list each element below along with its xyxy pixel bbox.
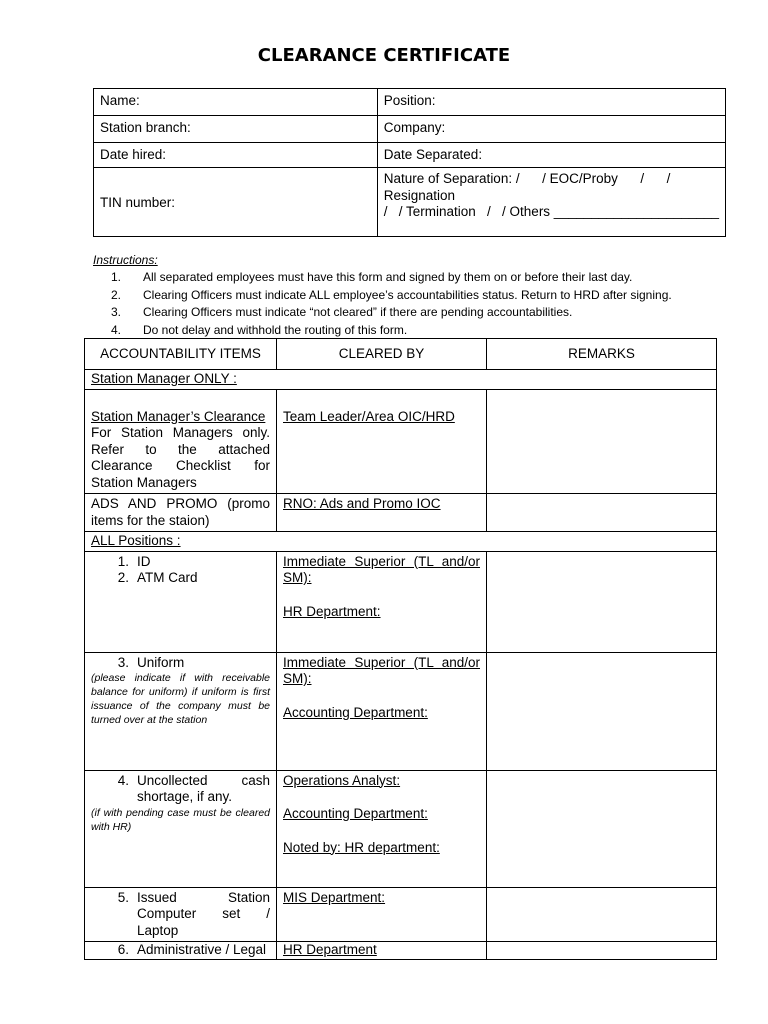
tin-number-field[interactable] (94, 168, 378, 237)
uniform-item: 3. Uniform (please indicate if with receivable balance for uniform) if uniform is first issuance of the company must be turned over at the station (85, 652, 277, 770)
computer-item-label: Issued Station Computer set / Laptop (137, 889, 270, 938)
date-separated-field[interactable] (377, 143, 725, 168)
date-hired-label: Date hired: (100, 147, 167, 162)
cash-shortage-remarks[interactable] (487, 770, 717, 887)
name-field[interactable] (94, 89, 378, 116)
instruction-text: Do not delay and withhold the routing of this form. (143, 322, 408, 337)
id-atm-item: 1. ID 2. ATM Card (85, 551, 277, 652)
company-label: Company: (383, 120, 446, 135)
company-field[interactable] (377, 116, 725, 143)
header-cleared-by: CLEARED BY (277, 339, 487, 370)
admin-legal-item: 6. Administrative / Legal (85, 942, 277, 960)
header-accountability-items: ACCOUNTABILITY ITEMS (85, 339, 277, 370)
nature-of-separation-field[interactable] (377, 168, 725, 237)
instructions-heading: Instructions: (93, 253, 158, 267)
instruction-text: Clearing Officers must indicate “not cleared” if there are pending accountabilities. (143, 305, 573, 319)
ads-promo-cleared-by[interactable]: RNO: Ads and Promo IOC (277, 494, 487, 532)
instruction-text: Clearing Officers must indicate ALL employee’s accountabilities status. Return to HRD after signing. (143, 287, 672, 302)
id-atm-remarks[interactable] (487, 551, 717, 652)
name-label: Name: (100, 93, 140, 108)
station-branch-field[interactable] (94, 116, 378, 143)
uniform-remarks[interactable] (487, 652, 717, 770)
cash-shortage-cleared-by[interactable]: Operations Analyst: Accounting Department: Noted by: HR department: (277, 770, 487, 887)
id-atm-cleared-by[interactable]: Immediate Superior (TL and/or SM): HR Department: (277, 551, 487, 652)
uniform-cleared-by[interactable]: Immediate Superior (TL and/or SM): Accounting Department: (277, 652, 487, 770)
position-field[interactable] (377, 89, 725, 116)
sm-clearance-description: For Station Managers only. Refer to the attached Clearance Checklist for Station Managers (91, 425, 270, 490)
instruction-item (93, 304, 733, 322)
instruction-number: 1. (111, 270, 122, 284)
resignation-option[interactable]: Resignation (383, 187, 456, 203)
nature-line-1 (384, 171, 719, 188)
cash-shortage-item: 4. Uncollected cash shortage, if any. (if with pending case must be cleared with HR) (85, 770, 277, 887)
ads-promo-item: ADS AND PROMO (promo items for the staion) (85, 494, 277, 532)
instructions (93, 253, 733, 339)
computer-remarks[interactable] (487, 887, 717, 942)
date-separated-label: Date Separated: (383, 147, 483, 162)
sm-clearance-cleared-by[interactable]: Team Leader/Area OIC/HRD (277, 389, 487, 494)
uniform-item-label: Uniform (137, 654, 185, 670)
admin-legal-cleared-by[interactable]: HR Department (277, 942, 487, 960)
all-positions-section-heading: ALL Positions : (85, 532, 717, 552)
employee-info-table (93, 88, 726, 237)
instruction-number: 4. (111, 322, 122, 337)
eoc-proby-option[interactable]: : / / EOC/Proby / / (508, 171, 671, 186)
accountability-table (84, 338, 717, 960)
computer-item: 5. Issued Station Computer set / Laptop (85, 887, 277, 942)
instruction-number: 3. (111, 305, 122, 319)
instruction-text: All separated employees must have this form and signed by them on or before their last day. (143, 270, 633, 284)
instruction-item (93, 269, 733, 287)
sm-clearance-title: Station Manager’s Clearance (91, 408, 266, 424)
computer-cleared-by[interactable]: MIS Department: (277, 887, 487, 942)
admin-legal-item-label: Administrative / Legal (137, 942, 267, 957)
document-title: CLEARANCE CERTIFICATE (257, 45, 511, 66)
instruction-number: 2. (111, 287, 122, 302)
station-branch-label: Station branch: (100, 120, 191, 135)
admin-legal-remarks[interactable] (487, 942, 717, 960)
sm-clearance-remarks[interactable] (487, 389, 717, 494)
sm-clearance-item (85, 389, 277, 494)
tin-number-label: TIN number: (100, 194, 176, 210)
station-manager-section-heading: Station Manager ONLY : (85, 370, 717, 390)
ads-promo-remarks[interactable] (487, 494, 717, 532)
header-remarks: REMARKS (487, 339, 717, 370)
instruction-item (93, 287, 733, 305)
nature-label: Nature of Separation (383, 171, 509, 186)
cash-shortage-item-label: Uncollected cash shortage, if any. (137, 772, 270, 804)
cash-shortage-note: (if with pending case must be cleared with HR) (91, 806, 270, 833)
date-hired-field[interactable] (94, 143, 378, 168)
atm-card-item-label: ATM Card (137, 570, 198, 585)
uniform-note: (please indicate if with receivable balance for uniform) if uniform is first issuance of the company must be turned over at the station (91, 672, 270, 726)
termination-others-options[interactable]: / / Termination / / Others ______________________ (383, 204, 719, 219)
instruction-item (93, 322, 733, 340)
id-item-label: ID (137, 553, 151, 569)
position-label: Position: (383, 93, 436, 108)
